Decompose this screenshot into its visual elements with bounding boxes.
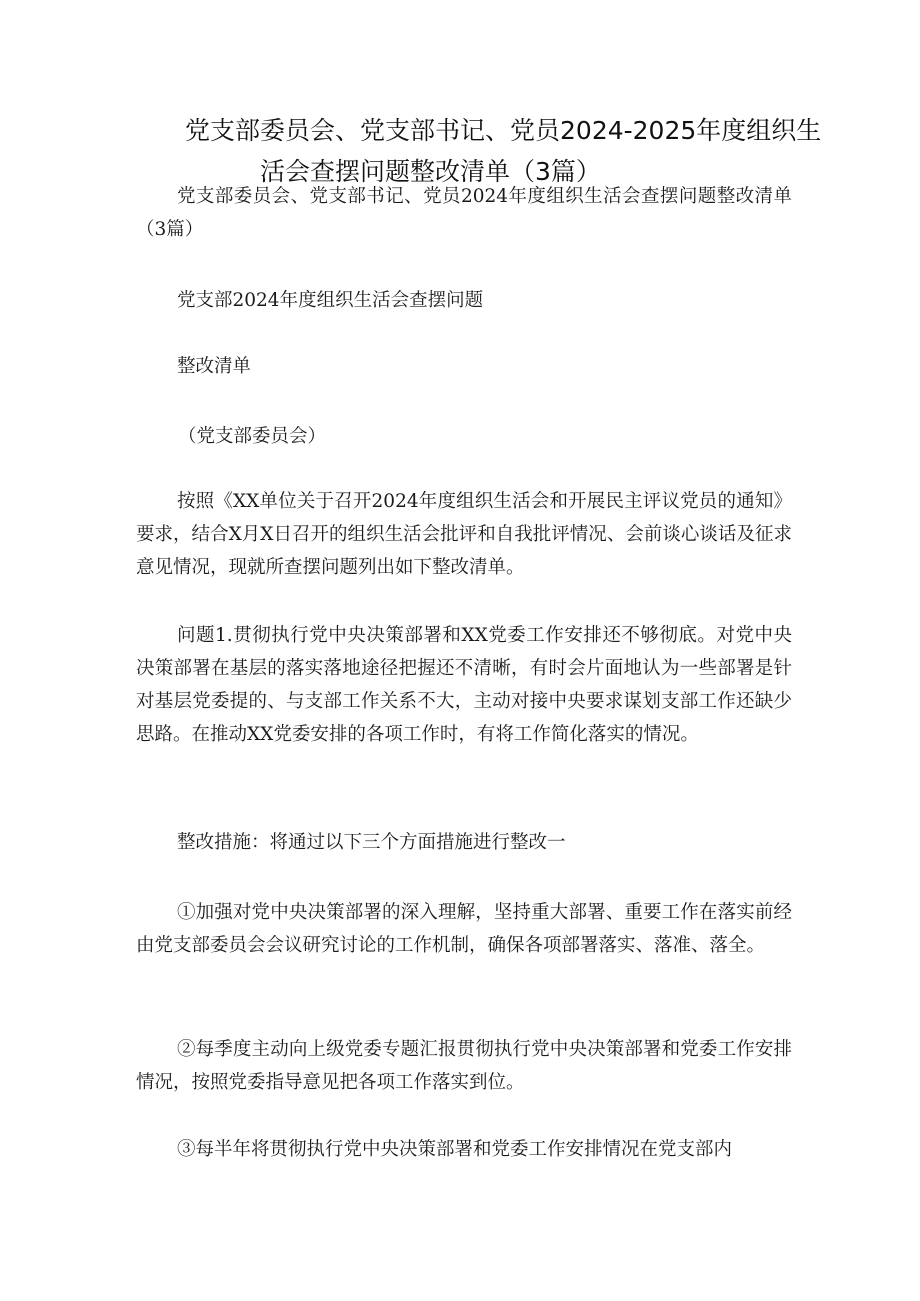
measure-item-1: ①加强对党中央决策部署的深入理解，坚持重大部署、重要工作在落实前经由党支部委员会会议研究讨论的工作机制，确保各项部署落实、落准、落全。 <box>136 902 792 956</box>
title-line-2: 活会查摆问题整改清单（3篇） <box>260 157 601 186</box>
section-subtitle: （党支部委员会） <box>178 426 327 447</box>
measure-item-2: ②每季度主动向上级党委专题汇报贯彻执行党中央决策部署和党委工作安排情况，按照党委指导意见把各项工作落实到位。 <box>136 1039 792 1093</box>
section-heading: 党支部2024年度组织生活会查摆问题 <box>177 290 484 311</box>
measures-intro-paragraph: 整改措施：将通过以下三个方面措施进行整改一 <box>177 832 566 853</box>
measure-item-3: ③每半年将贯彻执行党中央决策部署和党委工作安排情况在党支部内 <box>177 1139 733 1160</box>
title-line-1: 党支部委员会、党支部书记、党员2024-2025年度组织生 <box>185 116 822 145</box>
subtitle-paragraph: 党支部委员会、党支部书记、党员2024年度组织生活会查摆问题整改清单（3篇） <box>136 186 792 240</box>
body-paragraph: 按照《XX单位关于召开2024年度组织生活会和开展民主评议党员的通知》要求，结合X月X日召开的组织生活会批评和自我批评情况、会前谈心谈话及征求意见情况，现就所查摆问题列出如下整改清单。 <box>136 491 792 578</box>
section-heading-continued: 整改清单 <box>177 356 252 377</box>
problem-paragraph: 问题1.贯彻执行党中央决策部署和XX党委工作安排还不够彻底。对党中央决策部署在基层的落实落地途径把握还不清晰，有时会片面地认为一些部署是针对基层党委提的、与支部工作关系不大，主动对接中央要求谋划支部工作还缺少思路。在推动XX党委安排的各项工作时，有将工作简化落实的情况。 <box>136 625 792 745</box>
